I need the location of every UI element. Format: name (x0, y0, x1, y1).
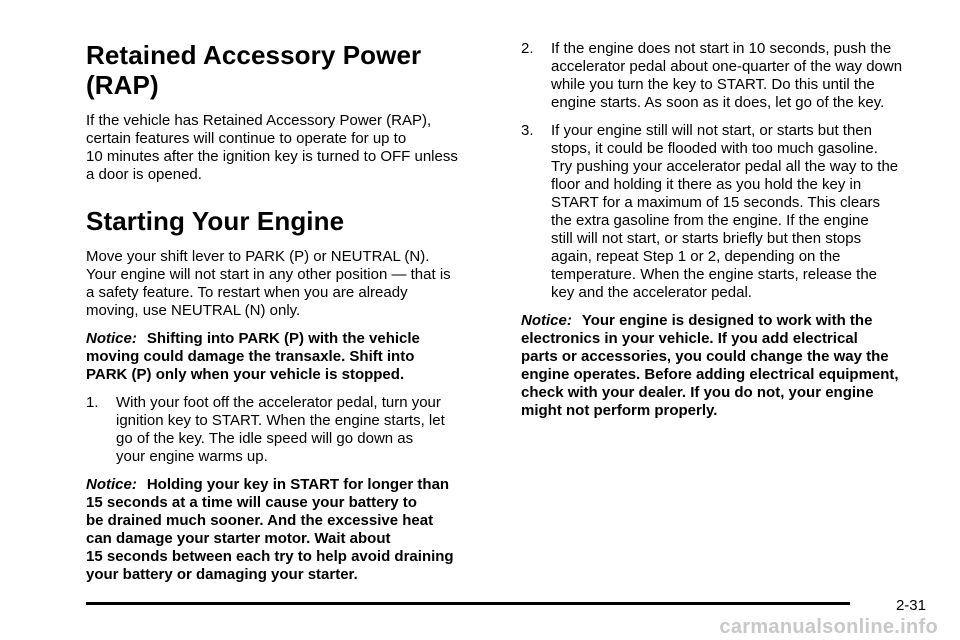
step-2 (521, 40, 931, 112)
footer-divider (86, 602, 850, 605)
notice-label: Notice: (86, 476, 137, 493)
step-number: 3. (521, 122, 534, 139)
notice-start-duration (86, 476, 496, 584)
notice-text: Holding your key in START for longer than 15 seconds at a time will cause your battery to be drained much sooner. And the excessive heat can damage your starter motor. Wait about 15 seconds between each try to help avoid draining your battery or damaging your starter. (86, 476, 454, 583)
step-3 (521, 122, 931, 302)
notice-park (86, 330, 496, 384)
watermark: carmanualsonline.info (719, 616, 938, 638)
step-text: If your engine still will not start, or starts but then stops, it could be flooded with too much gasoline. Try pushing your accelerator pedal all the way to the floor and holding it there as you hold the key in START for a maximum of 15 seconds. This clears the extra gasoline from the engine. If the engine still will not start, or starts briefly but then stops again, repeat Step 1 or 2, depending on the temperature. When the engine starts, release the key and the accelerator pedal. (551, 122, 899, 301)
step-1 (86, 394, 496, 466)
rap-paragraph: If the vehicle has Retained Accessory Power (RAP), certain features will continue to operate for up to 10 minutes after the ignition key is turned to OFF unless a door is opened. (86, 112, 458, 183)
starting-engine-heading: Starting Your Engine (86, 206, 345, 236)
starting-intro-paragraph: Move your shift lever to PARK (P) or NEUTRAL (N). Your engine will not start in any other position — that is a safety feature. To restart when you are already moving, use NEUTRAL (N) only. (86, 248, 451, 319)
notice-label: Notice: (521, 312, 572, 329)
left-column (86, 40, 496, 594)
step-text: With your foot off the accelerator pedal, turn your ignition key to START. When the engine starts, let go of the key. The idle speed will go down as your engine warms up. (116, 394, 445, 465)
page-number: 2-31 (895, 597, 926, 614)
notice-text: Your engine is designed to work with the electronics in your vehicle. If you add electrical parts or accessories, you could change the way the engine operates. Before adding electrical equipment, check with your dealer. If you do not, your engine might not perform properly. (521, 312, 899, 419)
step-text: If the engine does not start in 10 seconds, push the accelerator pedal about one-quarter of the way down while you turn the key to START. Do this until the engine starts. As soon as it does, let go of the key. (551, 40, 903, 111)
step-number: 1. (86, 394, 99, 411)
notice-label: Notice: (86, 330, 137, 347)
notice-text: Shifting into PARK (P) with the vehicle moving could damage the transaxle. Shift into PARK (P) only when your vehicle is stopped. (86, 330, 420, 383)
rap-heading: Retained Accessory Power (RAP) (86, 40, 422, 100)
step-number: 2. (521, 40, 534, 57)
notice-electrical (521, 312, 931, 420)
right-column (521, 40, 931, 430)
